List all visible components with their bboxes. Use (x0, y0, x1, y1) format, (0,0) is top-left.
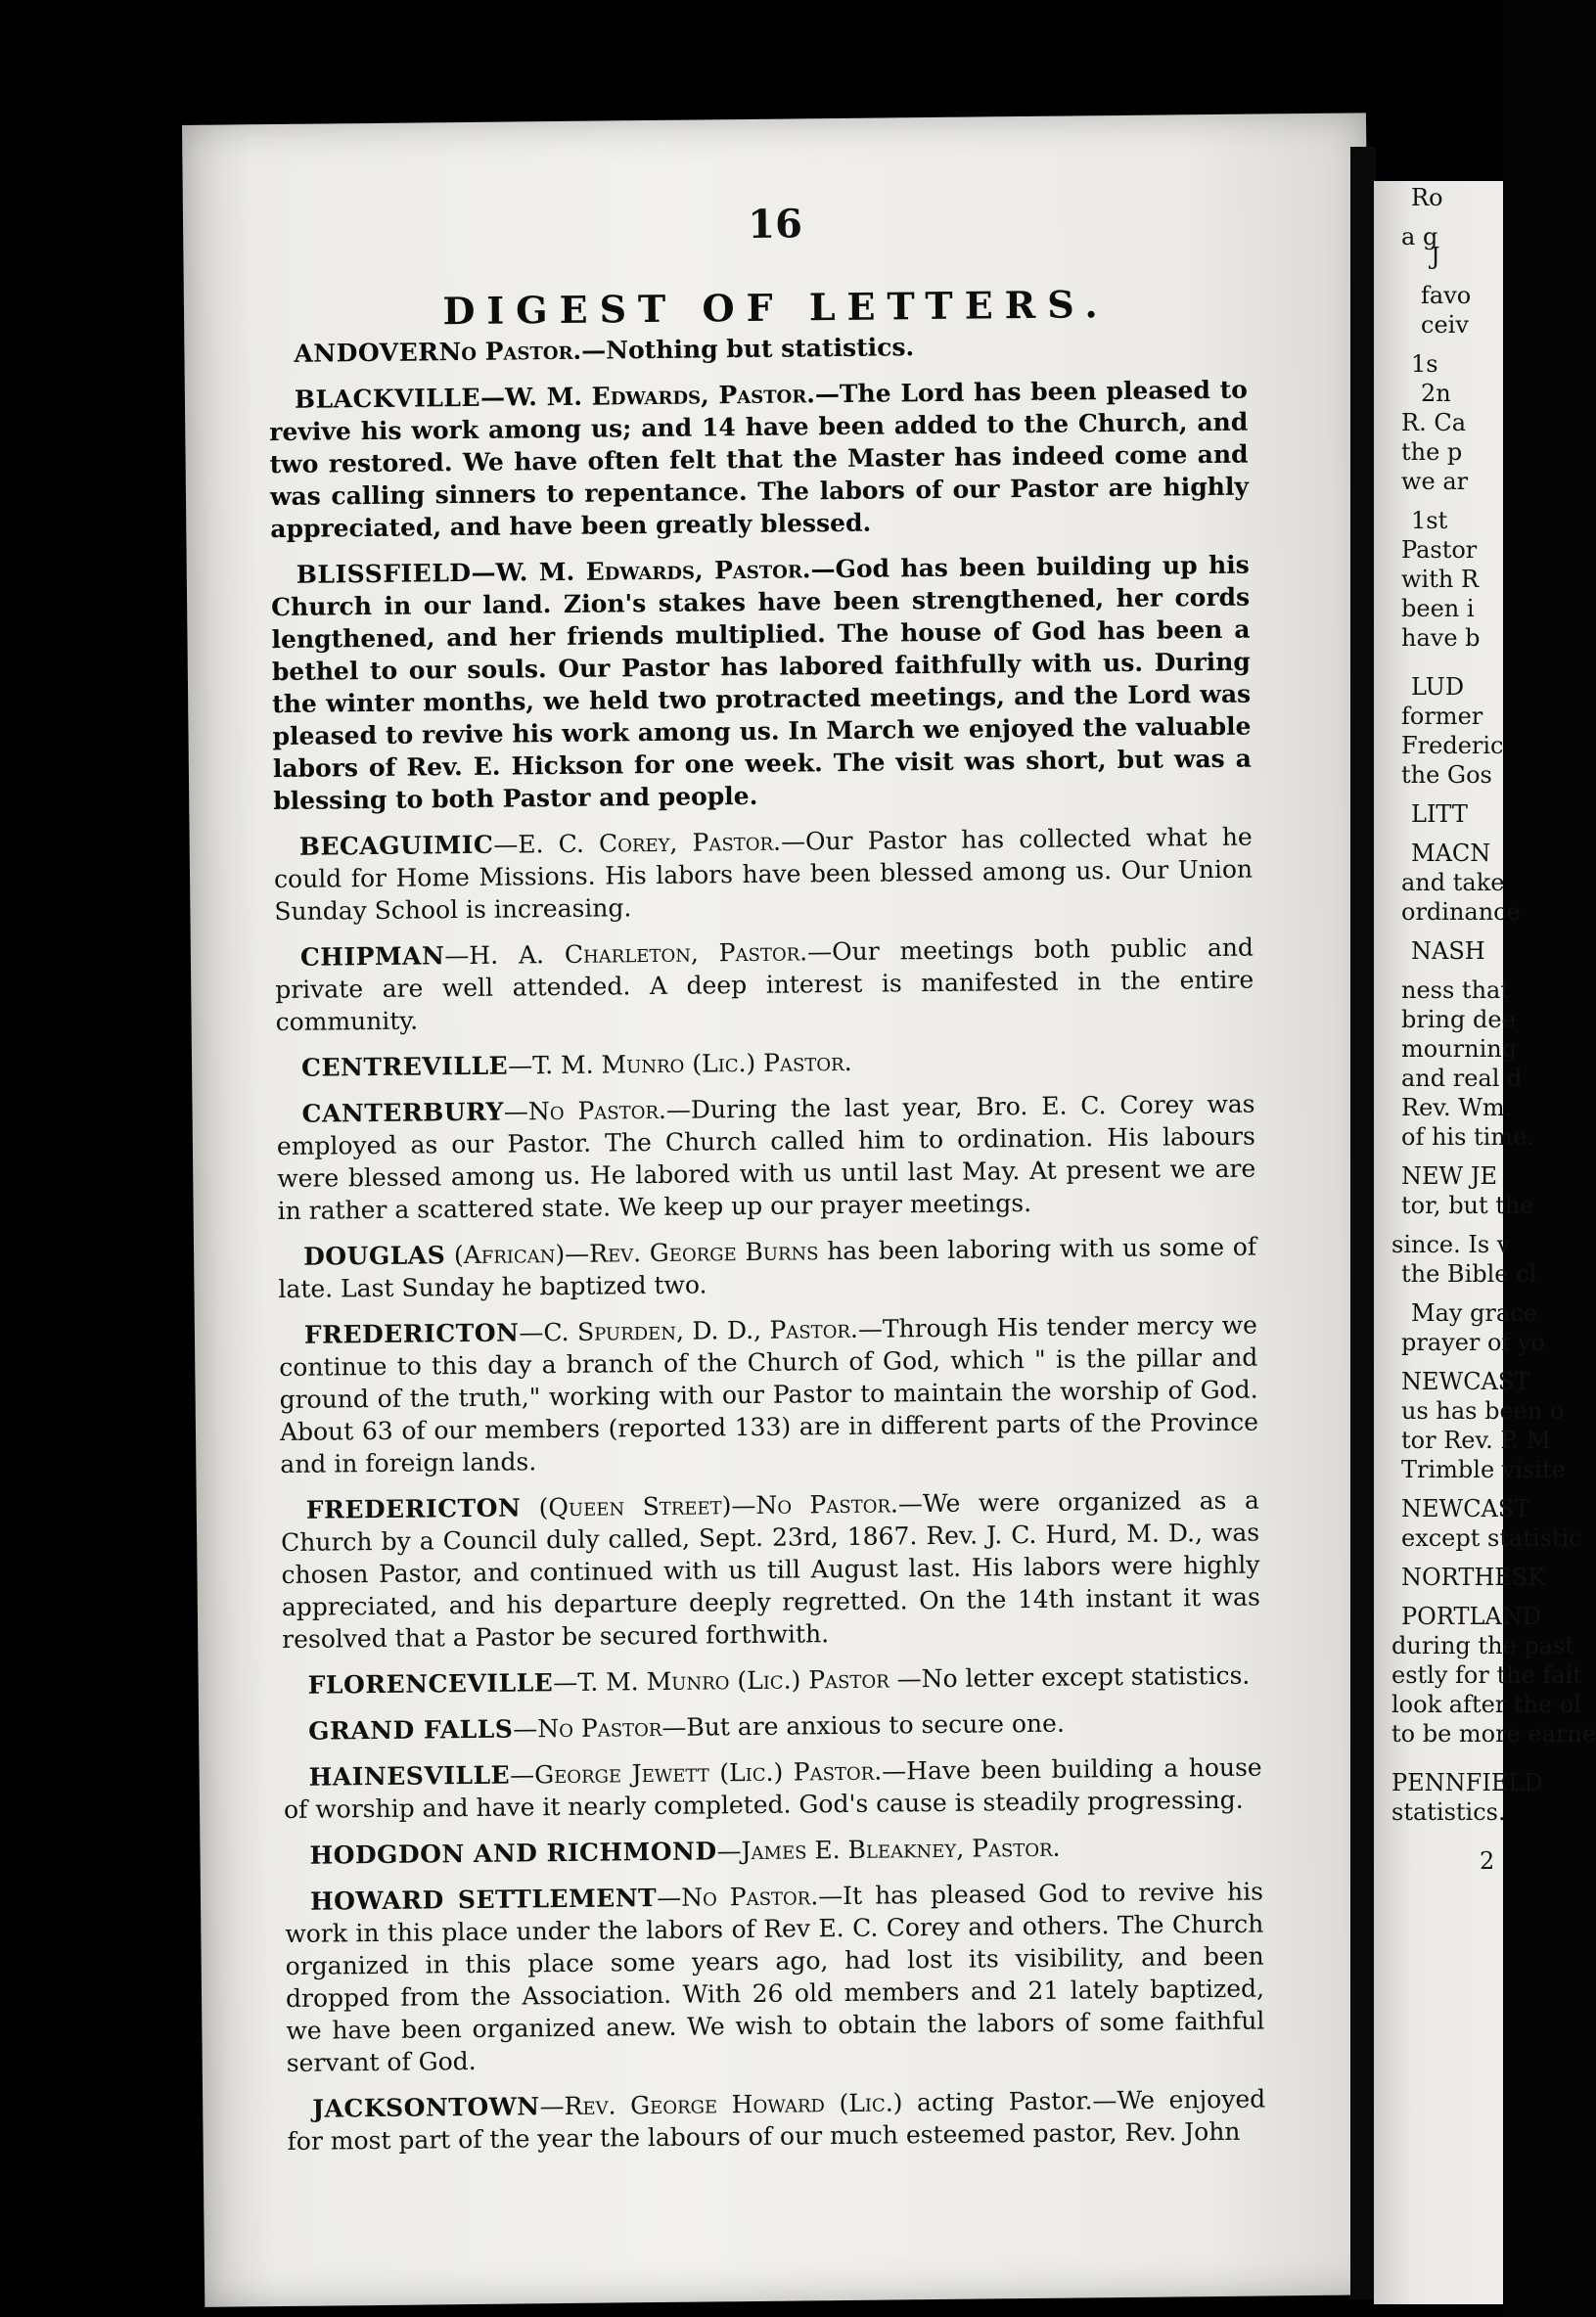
right-page-line: except statistic (1401, 1524, 1582, 1552)
letter-entry (285, 1876, 1265, 2079)
right-page-line: ceiv (1421, 311, 1469, 339)
pastor-info: —No Pastor (513, 1712, 662, 1744)
right-page-line: 2n (1421, 380, 1451, 407)
letter-entry (281, 1484, 1261, 1656)
right-page-line: LUD (1411, 673, 1465, 701)
pastor-info: (African)—Rev. George Burns (445, 1237, 819, 1270)
right-page-line: 1s (1411, 350, 1438, 378)
church-name: GRAND FALLS (308, 1714, 514, 1746)
right-page-line: Trimble visite (1401, 1456, 1566, 1483)
pastor-info: —W. M. Edwards, Pastor. (479, 380, 816, 412)
right-page-line: Ro (1411, 184, 1443, 211)
letters-list (268, 328, 1266, 2171)
letter-entry (276, 1088, 1255, 1227)
pastor-info: —T. M. Munro (Lic.) Pastor (553, 1664, 889, 1698)
right-page-line: us has been o (1401, 1397, 1565, 1425)
right-page-line: a g (1401, 223, 1438, 250)
church-name: FREDERICTON (303, 1318, 520, 1349)
church-name: HAINESVILLE (308, 1760, 511, 1792)
right-page-line: ness that (1401, 977, 1510, 1004)
church-name: JACKSONTOWN (312, 2092, 540, 2123)
letter-entry (268, 328, 1247, 370)
letter-entry (271, 549, 1253, 817)
right-page-line: the Gos (1401, 761, 1492, 789)
right-page-line: 2 (1480, 1847, 1495, 1875)
letter-entry (274, 821, 1254, 928)
pastor-info: —C. Spurden, D. D., Pastor. (519, 1314, 859, 1347)
right-page-line: May grace (1411, 1299, 1537, 1327)
letter-text: has been laboring with us some of late. Last Sunday he baptized two. (278, 1232, 1257, 1304)
right-page-line: during the past (1391, 1632, 1574, 1659)
letter-text: —Through His tender mercy we continue to this day a branch of the Church of God, which " is the pillar and ground of the truth," working with our Pastor to maintain the worship of God. About 63 of our members (reported 133) are in different parts of the Province and in foreign lands. (279, 1310, 1259, 1479)
right-page-line: J (1431, 243, 1440, 270)
pastor-info: —T. M. Munro (Lic.) Pastor. (507, 1047, 852, 1080)
letter-entry (287, 2083, 1266, 2158)
right-page-line: PENNFIELD (1391, 1769, 1543, 1796)
page-number: 16 (748, 201, 803, 248)
right-page-line: estly for the fait (1391, 1661, 1582, 1689)
pastor-info: No Pastor. (438, 336, 582, 367)
right-page-line: the p (1401, 438, 1463, 466)
church-name: HODGDON AND RICHMOND (309, 1837, 717, 1870)
right-page-line: R. Ca (1401, 409, 1466, 436)
pastor-info: (Queen Street)—No Pastor. (521, 1489, 899, 1522)
letter-text: —Nothing but statistics. (581, 333, 915, 365)
right-page-line: PORTLAND (1401, 1603, 1541, 1630)
digest-heading: DIGEST OF LETTERS. (442, 282, 1110, 334)
right-page-line: Rev. Wm. (1401, 1094, 1513, 1121)
letter-text: —It has pleased God to revive his work in this place under the labors of Rev E. C. Corey and others. The Church organized in this place some years ago, had lost its visibility, and been dropped from the Association. With 26 old members and 21 lately baptized, we have been organized anew. We wish to obtain the labors of some faithful servant of God. (285, 1877, 1265, 2077)
right-page-line: favo (1421, 282, 1472, 309)
pastor-info: —E. C. Corey, Pastor. (493, 827, 782, 859)
pastor-info: —W. M. Edwards, Pastor. (471, 555, 811, 587)
right-page-line: NEWCAST (1401, 1495, 1530, 1522)
right-page-line: have b (1401, 624, 1481, 652)
right-page-fragment (1374, 181, 1596, 2304)
pastor-info: —No Pastor. (657, 1882, 819, 1913)
right-page-line: 1st (1411, 507, 1448, 534)
church-name: ANDOVER (294, 338, 439, 368)
right-page-line: bring dee (1401, 1006, 1516, 1033)
right-page-line: prayer of yo (1401, 1329, 1545, 1356)
right-page-line: look after the ol (1391, 1691, 1581, 1718)
church-name: DOUGLAS (302, 1241, 446, 1271)
right-page-line: and take (1401, 869, 1505, 896)
pastor-info: —George Jewett (Lic.) Pastor. (510, 1756, 883, 1790)
right-page-line: NEWCAST (1401, 1368, 1530, 1395)
letter-entry (284, 1751, 1263, 1826)
right-page-line: tor Rev. P. M (1401, 1427, 1551, 1454)
letter-text: —The Lord has been pleased to revive his work among us; and 14 have been added to the Church, and two restored. We have often felt that the Master has indeed come and was calling sinners to repentance. The labors of our Pastor are highly appreciated, and have been greatly blessed. (269, 375, 1250, 544)
right-page-line: Pastor (1401, 536, 1478, 564)
church-name: FREDERICTON (305, 1493, 522, 1524)
right-page-line: to be more earne (1391, 1720, 1596, 1748)
church-name: BLISSFIELD (296, 558, 472, 589)
right-page-line: the Bible cl (1401, 1260, 1537, 1288)
letter-text: —We were organized as a Church by a Council duly called, Sept. 23rd, 1867. Rev. J. C. Hurd, M. D., was chosen Pastor, and continued with us till August last. His labors were highly appreciated, and his departure deeply regretted. On the 14th instant it was resolved that a Pastor be secured forthwith. (281, 1485, 1260, 1655)
right-page-line: NORTHESK (1401, 1564, 1546, 1591)
letter-text: —But are anxious to secure one. (661, 1708, 1065, 1742)
right-page-line: and real d (1401, 1065, 1523, 1092)
church-name: CHIPMAN (299, 941, 445, 972)
right-page-line: with R (1401, 566, 1480, 593)
church-name: CANTERBURY (301, 1097, 505, 1128)
letter-entry (283, 1705, 1261, 1748)
right-page-line: NEW JE (1401, 1162, 1497, 1190)
church-name: HOWARD SETTLEMENT (309, 1884, 658, 1916)
letter-entry (269, 374, 1250, 545)
pastor-info: —James E. Bleakney, Pastor. (716, 1833, 1061, 1866)
right-page-line: Frederic (1401, 732, 1504, 759)
letter-text: —No letter except statistics. (889, 1660, 1251, 1694)
right-page-line: tor, but the (1401, 1192, 1534, 1219)
right-page-line: been i (1401, 595, 1475, 622)
letter-entry (275, 931, 1254, 1038)
left-page (182, 113, 1389, 2307)
letter-text: —God has been building up his Church in our land. Zion's stakes have been strengthened, her cords lengthened, and her friends multiplied. The house of God has been a bethel to our souls. Our Pastor has labored faithfully with us. During the winter months, we held two protracted meetings, and the Lord was pleased to revive his work among us. In March we enjoyed the valuable labors of Rev. E. Hickson for one week. The visit was short, but was a blessing to both Pastor and people. (271, 550, 1252, 816)
pastor-info: —H. A. Charleton, Pastor. (444, 937, 808, 971)
church-name: BLACKVILLE (294, 383, 481, 414)
pastor-info: —Rev. George Howard (Lic.) (539, 2088, 903, 2121)
right-page-line: mourning (1401, 1035, 1518, 1063)
pastor-info: —No Pastor. (503, 1095, 667, 1126)
letter-text: —Have been building a house of worship and have it nearly completed. God's cause is steadily progressing. (283, 1752, 1262, 1825)
right-page-line: former (1401, 703, 1483, 730)
letter-entry (279, 1309, 1259, 1480)
right-page-line: of his time. (1401, 1123, 1534, 1151)
right-page-line: statistics. (1391, 1798, 1506, 1826)
letter-text: —Our Pastor has collected what he could for Home Missions. His labors have been blessed among us. Our Union Sunday School is increasing. (273, 822, 1254, 927)
letter-entry (283, 1659, 1261, 1702)
church-name: FLORENCEVILLE (307, 1668, 554, 1700)
right-page-line: MACN (1411, 840, 1491, 867)
letter-text: —During the last year, Bro. E. C. Corey was employed as our Pastor. The Church called him to ordination. His labours were blessed among us. He labored with us until last May. At present we are in rather a scattered state. We keep up our prayer meetings. (276, 1089, 1256, 1226)
book-gutter (1350, 147, 1376, 2299)
right-page-line: LITT (1411, 800, 1468, 828)
letter-text: —Our meetings both public and private are well attended. A deep interest is manifested in the entire community. (275, 932, 1254, 1037)
church-name: BECAGUIMIC (298, 830, 494, 861)
right-page-line: ordinance (1401, 898, 1521, 926)
right-page-line: we ar (1401, 468, 1469, 495)
letter-entry (284, 1830, 1262, 1872)
church-name: CENTREVILLE (300, 1051, 509, 1082)
right-page-line: since. Is v (1391, 1231, 1511, 1258)
letter-text: acting Pastor.—We enjoyed for most part of the year the labours of our much esteemed pastor, Rev. John (287, 2084, 1266, 2156)
right-page-line: NASH (1411, 937, 1485, 965)
letter-entry (276, 1042, 1254, 1084)
letter-entry (278, 1231, 1257, 1305)
